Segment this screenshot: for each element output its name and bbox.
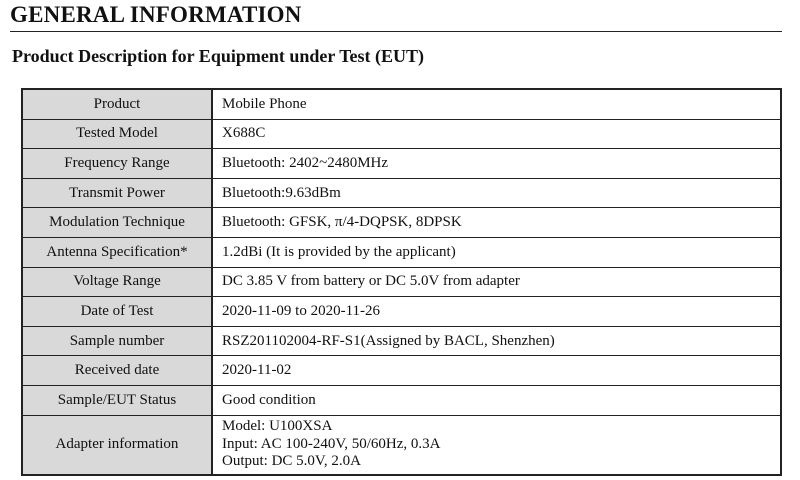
table-row [22,89,781,119]
table-row [22,385,781,415]
row-value-antenna-specification: 1.2dBi (It is provided by the applicant) [212,237,781,267]
row-label-transmit-power: Transmit Power [22,178,212,208]
row-value-date-of-test: 2020-11-09 to 2020-11-26 [212,297,781,327]
row-value-frequency-range: Bluetooth: 2402~2480MHz [212,149,781,179]
row-value-sample-eut-status: Good condition [212,385,781,415]
table-row [22,178,781,208]
adapter-model-line: Model: U100XSA [222,418,333,435]
row-label-antenna-specification: Antenna Specification* [22,237,212,267]
row-label-voltage-range: Voltage Range [22,267,212,297]
row-label-date-of-test: Date of Test [22,297,212,327]
row-value-voltage-range: DC 3.85 V from battery or DC 5.0V from adapter [212,267,781,297]
adapter-output-line: Output: DC 5.0V, 2.0A [222,453,361,470]
row-label-received-date: Received date [22,356,212,386]
section-title: GENERAL INFORMATION [10,2,302,27]
row-value-modulation-technique: Bluetooth: GFSK, π/4-DQPSK, 8DPSK [212,208,781,238]
row-label-modulation-technique: Modulation Technique [22,208,212,238]
row-label-sample-eut-status: Sample/EUT Status [22,385,212,415]
table-row [22,119,781,149]
table-row [22,208,781,238]
row-value-tested-model: X688C [212,119,781,149]
row-label-frequency-range: Frequency Range [22,149,212,179]
table-row [22,356,781,386]
section-title-underline [10,31,782,32]
row-value-adapter-information [212,415,781,475]
row-label-sample-number: Sample number [22,326,212,356]
adapter-input-line: Input: AC 100-240V, 50/60Hz, 0.3A [222,435,441,452]
table-row [22,415,781,475]
row-value-sample-number: RSZ201102004-RF-S1(Assigned by BACL, Shenzhen) [212,326,781,356]
row-label-product: Product [22,89,212,119]
row-label-tested-model: Tested Model [22,119,212,149]
table-row [22,149,781,179]
table-row [22,267,781,297]
table-row [22,297,781,327]
row-value-received-date: 2020-11-02 [212,356,781,386]
eut-description-table [21,88,782,476]
row-value-transmit-power: Bluetooth:9.63dBm [212,178,781,208]
table-row [22,237,781,267]
table-row [22,326,781,356]
subsection-title: Product Description for Equipment under Test (EUT) [12,46,425,66]
row-label-adapter-information: Adapter information [22,415,212,475]
row-value-product: Mobile Phone [212,89,781,119]
